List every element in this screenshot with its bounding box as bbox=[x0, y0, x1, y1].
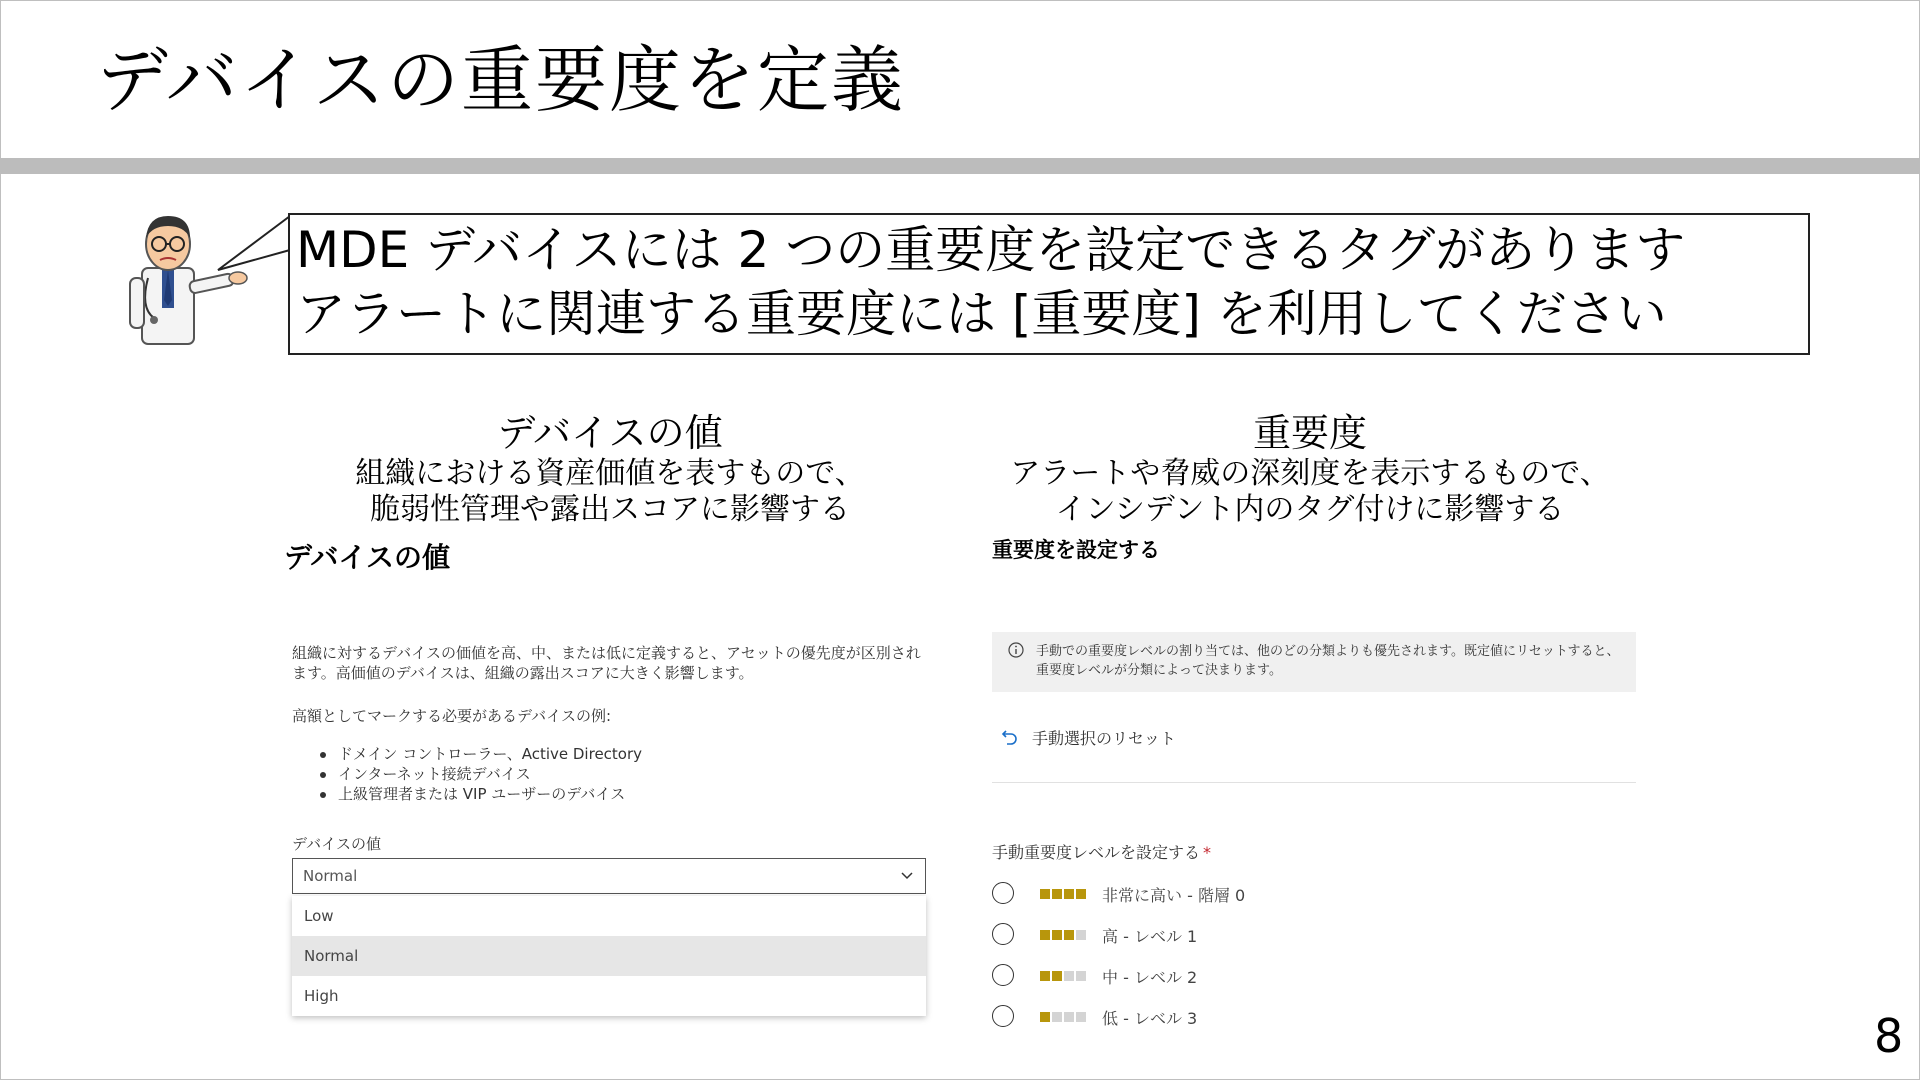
level-square-filled bbox=[1040, 971, 1050, 981]
page-number: 8 bbox=[1874, 1009, 1904, 1063]
level-square-empty bbox=[1076, 1012, 1086, 1022]
radio-button[interactable] bbox=[992, 1005, 1014, 1027]
device-value-field-label: デバイスの値 bbox=[292, 835, 381, 853]
level-square-filled bbox=[1052, 971, 1062, 981]
device-value-sub-1: 組織における資産価値を表すもので、 bbox=[355, 456, 865, 491]
reset-label: 手動選択のリセット bbox=[1032, 729, 1176, 748]
device-value-description: 組織に対するデバイスの価値を高、中、または低に定義すると、アセットの優先度が区別されます。高価値のデバイスは、組織の露出スコアに大きく影響します。 bbox=[292, 644, 921, 682]
option-normal[interactable]: Normal bbox=[292, 936, 926, 976]
criticality-bars bbox=[1040, 971, 1090, 981]
level-square-filled bbox=[1040, 889, 1050, 899]
info-icon bbox=[1008, 642, 1024, 658]
criticality-bars bbox=[1040, 1012, 1090, 1022]
info-text: 手動での重要度レベルの割り当ては、他のどの分類よりも優先されます。既定値にリセットすると、重要度レベルが分類によって決まります。 bbox=[1036, 644, 1620, 678]
title-divider bbox=[0, 158, 1920, 174]
undo-icon bbox=[1000, 726, 1020, 746]
level-square-filled bbox=[1064, 930, 1074, 940]
callout-line-2: アラートに関連する重要度には [重要度] を利用してください bbox=[296, 285, 1667, 343]
list-item: ドメイン コントローラー、Active Directory bbox=[318, 744, 642, 764]
device-value-panel-title: デバイスの値 bbox=[284, 541, 451, 574]
info-banner bbox=[992, 632, 1636, 692]
dropdown-selected-value: Normal bbox=[303, 867, 358, 885]
level-square-filled bbox=[1040, 1012, 1050, 1022]
option-high[interactable]: High bbox=[304, 987, 339, 1005]
radio-button[interactable] bbox=[992, 964, 1014, 986]
radio-button[interactable] bbox=[992, 923, 1014, 945]
radio-button[interactable] bbox=[992, 882, 1014, 904]
level-square-empty bbox=[1076, 971, 1086, 981]
divider bbox=[992, 782, 1636, 783]
level-square-filled bbox=[1052, 930, 1062, 940]
criticality-option-label: 中 - レベル 2 bbox=[1102, 968, 1198, 987]
device-value-sub-2: 脆弱性管理や露出スコアに影響する bbox=[370, 492, 850, 527]
device-value-header bbox=[320, 410, 900, 528]
device-value-dropdown[interactable] bbox=[292, 858, 926, 894]
chevron-down-icon bbox=[899, 867, 915, 883]
level-square-empty bbox=[1064, 971, 1074, 981]
required-marker: * bbox=[1203, 843, 1212, 862]
slide-title: デバイスの重要度を定義 bbox=[96, 38, 905, 122]
speech-bubble-tail bbox=[214, 212, 294, 282]
level-square-empty bbox=[1052, 1012, 1062, 1022]
level-square-filled bbox=[1076, 889, 1086, 899]
device-value-options bbox=[292, 896, 926, 1016]
speech-bubble bbox=[288, 213, 1810, 355]
list-item: インターネット接続デバイス bbox=[318, 764, 642, 784]
level-square-filled bbox=[1064, 889, 1074, 899]
level-square-filled bbox=[1052, 889, 1062, 899]
device-value-heading: デバイスの値 bbox=[497, 411, 723, 455]
criticality-header bbox=[1000, 410, 1620, 528]
examples-title: 高額としてマークする必要があるデバイスの例: bbox=[292, 707, 612, 725]
examples-list bbox=[318, 744, 642, 804]
criticality-bars bbox=[1040, 930, 1090, 940]
criticality-sub-2: インシデント内のタグ付けに影響する bbox=[1055, 492, 1565, 527]
criticality-sub-1: アラートや脅威の深刻度を表示するもので、 bbox=[1010, 456, 1610, 491]
level-square-empty bbox=[1064, 1012, 1074, 1022]
criticality-heading: 重要度 bbox=[1252, 411, 1367, 455]
criticality-panel-title: 重要度を設定する bbox=[992, 538, 1160, 562]
option-low[interactable]: Low bbox=[304, 907, 334, 925]
list-item: 上級管理者または VIP ユーザーのデバイス bbox=[318, 784, 642, 804]
level-square-empty bbox=[1076, 930, 1086, 940]
criticality-option-label: 低 - レベル 3 bbox=[1102, 1009, 1198, 1028]
criticality-option-label: 高 - レベル 1 bbox=[1102, 927, 1198, 946]
callout-line-1: MDE デバイスには 2 つの重要度を設定できるタグがあります bbox=[296, 221, 1686, 279]
manual-level-label-text: 手動重要度レベルを設定する bbox=[992, 843, 1201, 862]
manual-level-label bbox=[992, 840, 1211, 863]
criticality-option-label: 非常に高い - 階層 0 bbox=[1102, 886, 1246, 905]
criticality-bars bbox=[1040, 889, 1090, 899]
level-square-filled bbox=[1040, 930, 1050, 940]
